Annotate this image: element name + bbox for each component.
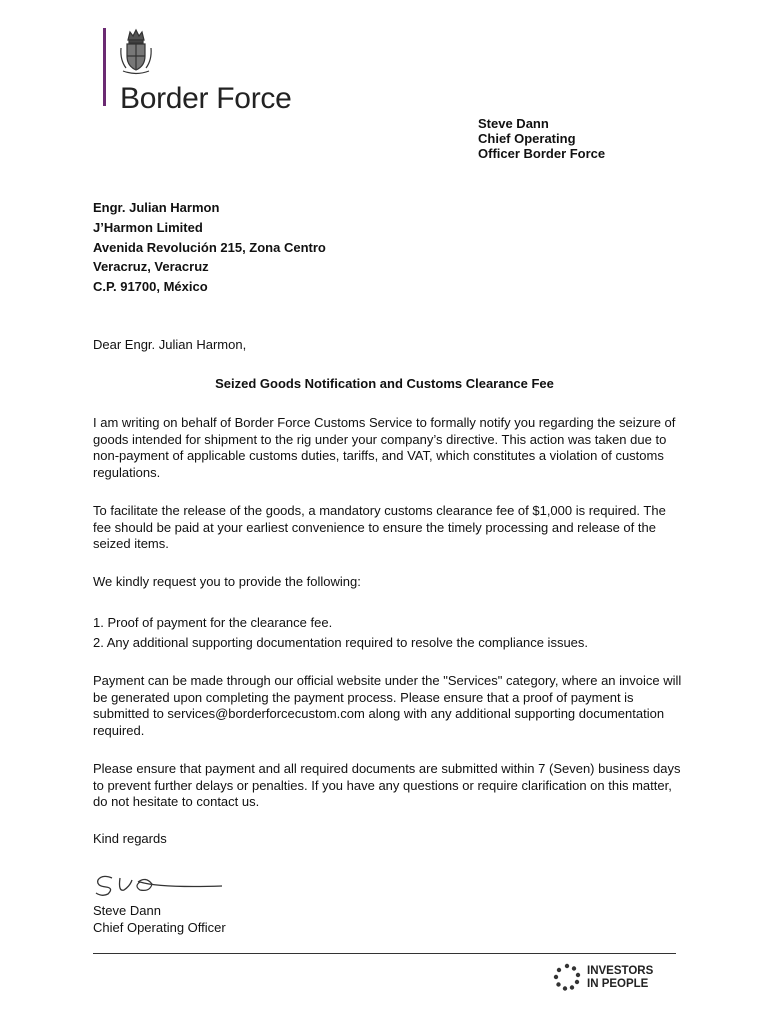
paragraph-request: We kindly request you to provide the following: <box>93 574 361 589</box>
list-item: 1. Proof of payment for the clearance fee. <box>93 615 333 630</box>
recipient-address <box>93 198 326 297</box>
investors-in-people-logo <box>552 962 676 994</box>
salutation: Dear Engr. Julian Harmon, <box>93 337 247 352</box>
closing: Kind regards <box>93 831 167 846</box>
iip-line1: INVESTORS <box>587 965 654 977</box>
sender-title-line1: Chief Operating <box>478 131 576 146</box>
logo-divider-bar <box>103 28 106 106</box>
sender-title-line2: Officer Border Force <box>478 146 606 161</box>
sender-block <box>478 116 605 161</box>
organization-logo-text: Border Force <box>120 82 292 115</box>
recipient-address-line2: Veracruz, Veracruz <box>93 259 209 275</box>
signoff-title: Chief Operating Officer <box>93 920 226 935</box>
recipient-address-line3: C.P. 91700, México <box>93 279 208 295</box>
handwritten-signature <box>90 866 230 900</box>
recipient-address-line1: Avenida Revolución 215, Zona Centro <box>93 239 326 255</box>
paragraph-notice: I am writing on behalf of Border Force Customs Service to formally notify you regarding the seizure of goods intended for shipment to the rig under your company’s directive. This action was taken due to non-payment of applicable customs duties, tariffs, and VAT, which constitutes a violation of customs regulations. <box>93 415 676 480</box>
investors-in-people-text <box>587 965 653 991</box>
footer-divider <box>93 953 676 954</box>
list-item: 2. Any additional supporting documentation required to resolve the compliance issues. <box>93 635 589 650</box>
letter-subject: Seized Goods Notification and Customs Clearance Fee <box>215 376 554 391</box>
paragraph-payment: Payment can be made through our official website under the "Services" category, where an invoice will be generated upon completing the payment process. Please ensure that a proof of payment is submitted to services@borderforcecustom.com along with any additional supporting documentation required. <box>93 673 682 738</box>
signoff-block <box>93 902 226 936</box>
recipient-company: J’Harmon Limited <box>93 219 203 235</box>
paragraph-deadline: Please ensure that payment and all required documents are submitted within 7 (Seven) business days to prevent further delays or penalties. If you have any questions or require clarification on this matter, do not hesitate to contact us. <box>93 761 681 809</box>
requirements-list <box>93 613 588 653</box>
recipient-name: Engr. Julian Harmon <box>93 200 220 215</box>
paragraph-fee: To facilitate the release of the goods, a mandatory customs clearance fee of $1,000 is required. The fee should be paid at your earliest convenience to ensure the timely processing and release of the seized items. <box>93 503 666 551</box>
sender-name: Steve Dann <box>478 116 549 131</box>
royal-crest-icon <box>118 26 154 78</box>
laurel-wreath-icon <box>552 962 582 992</box>
signoff-name: Steve Dann <box>93 903 161 918</box>
iip-line2: IN PEOPLE <box>587 978 649 990</box>
